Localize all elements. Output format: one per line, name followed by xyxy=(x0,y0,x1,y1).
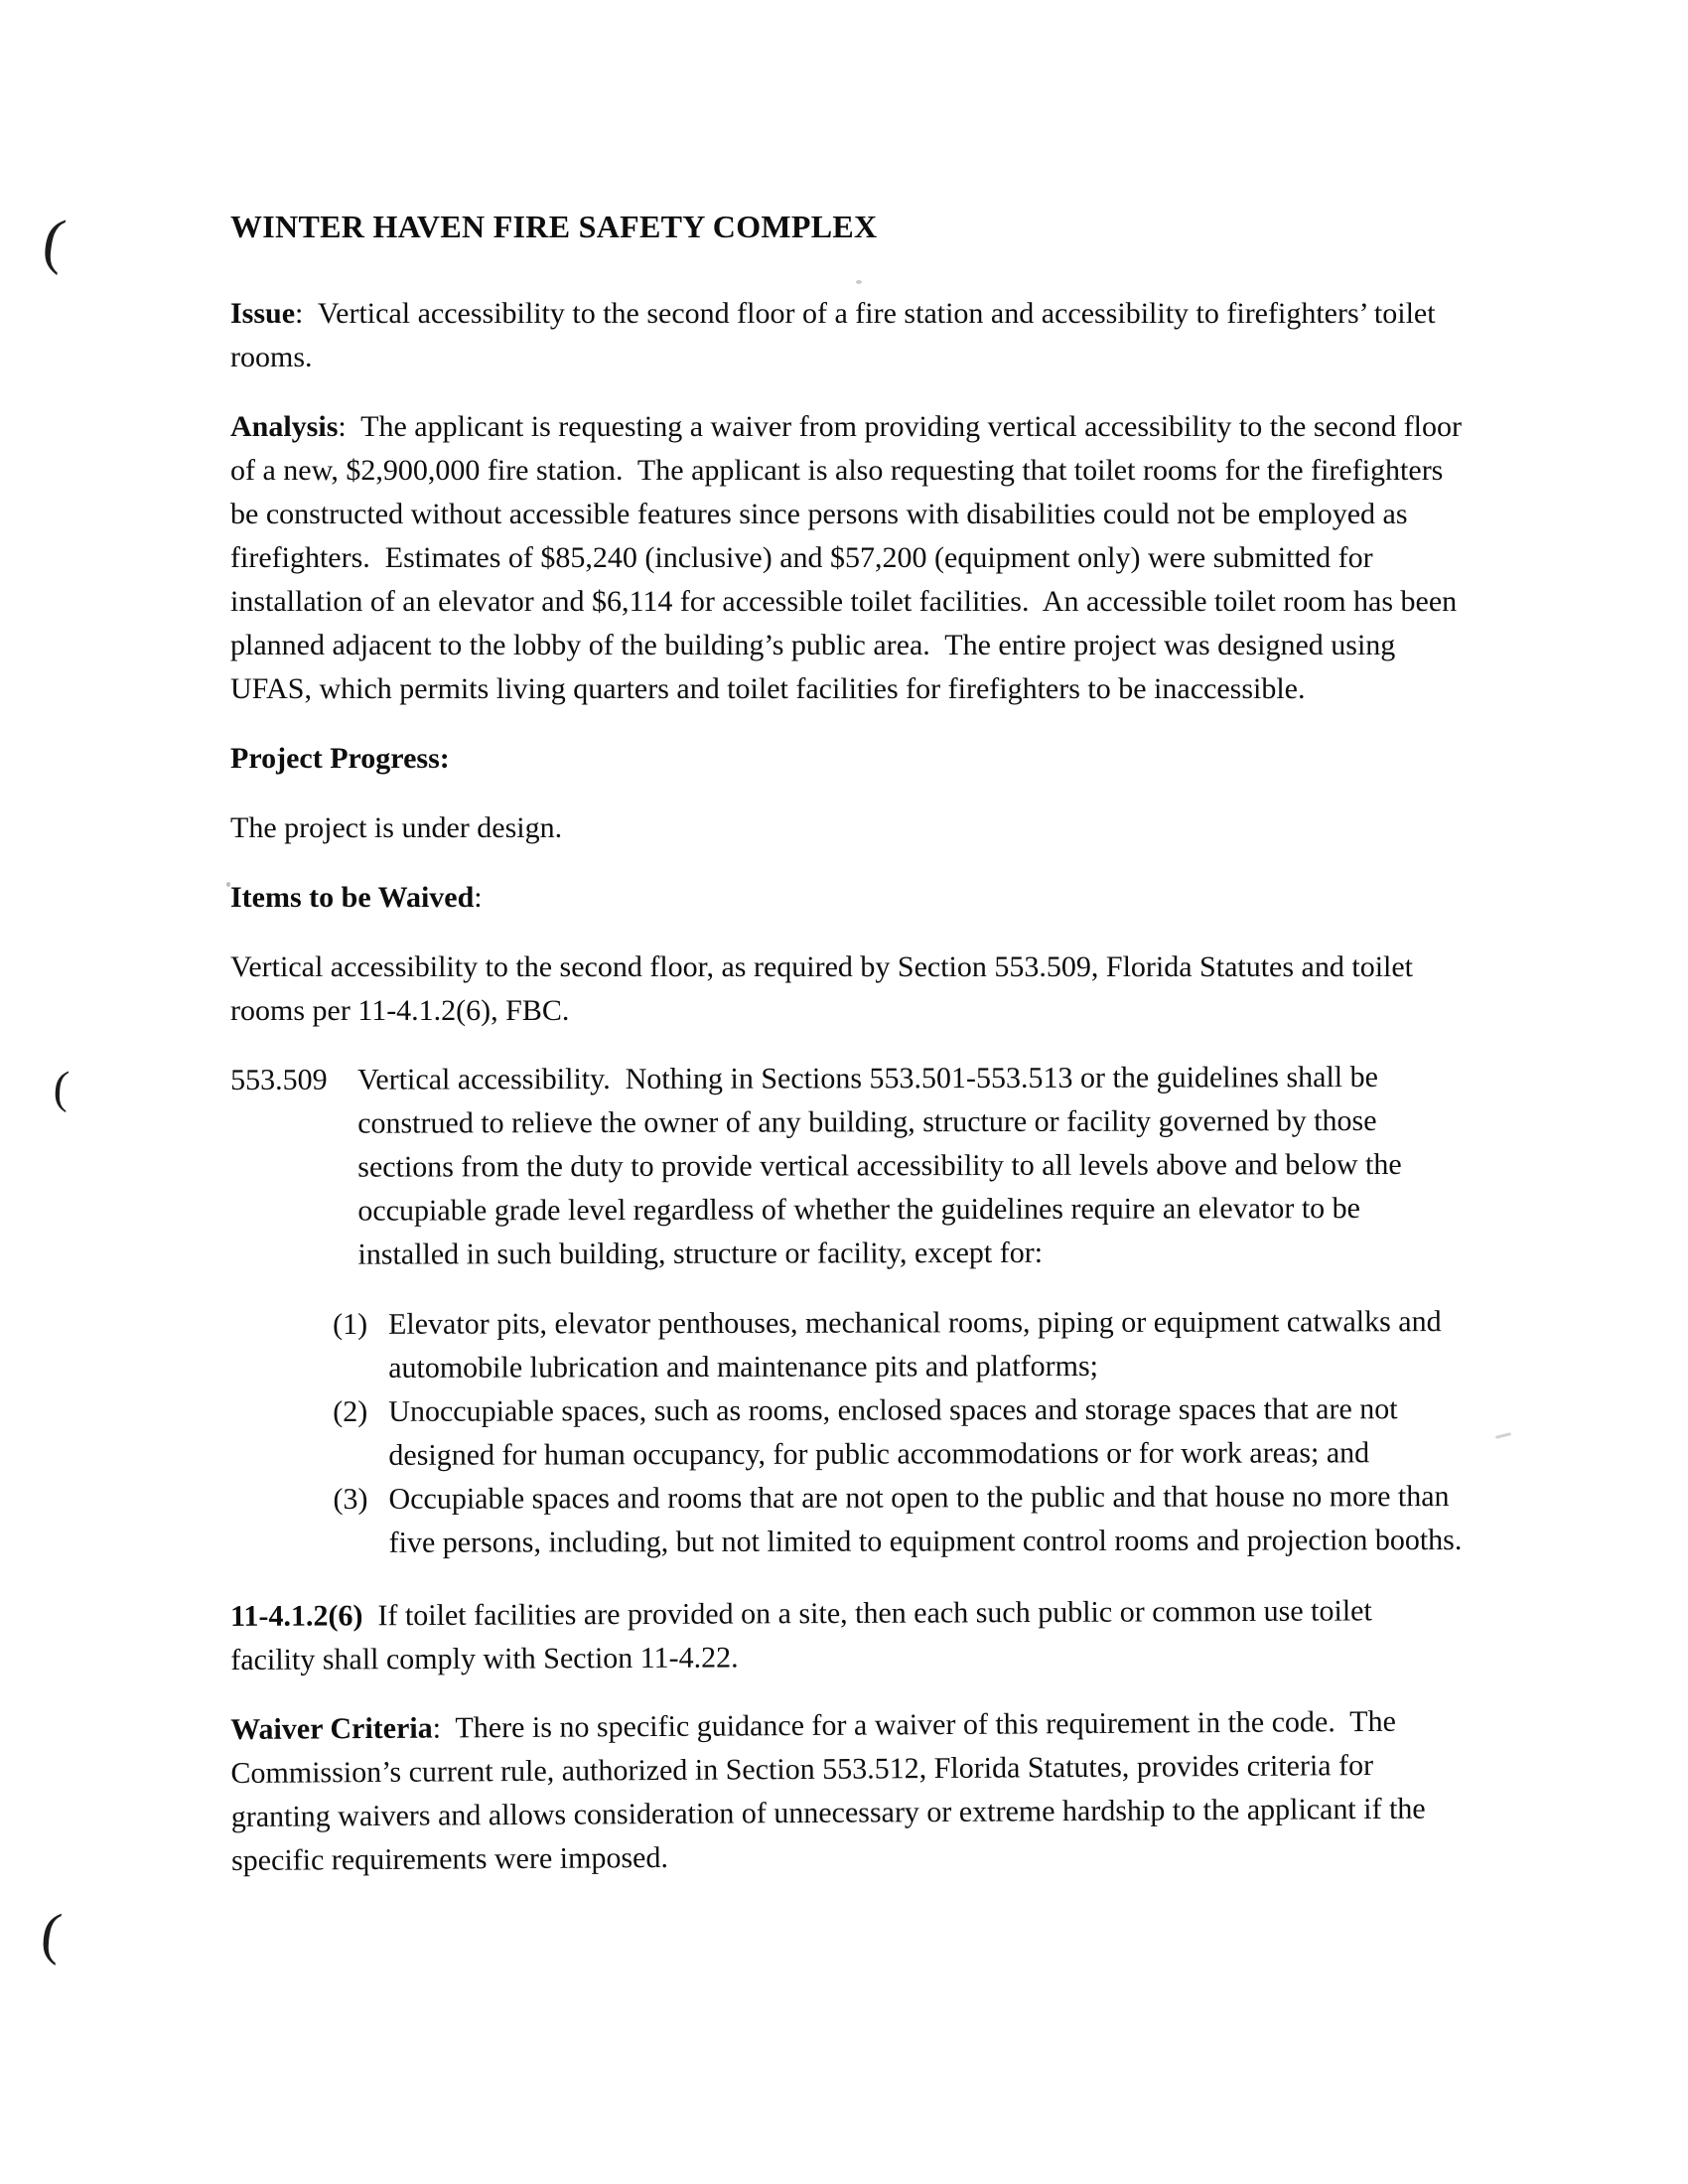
statute-number: 553.509 xyxy=(230,1063,328,1096)
fbc-section-paragraph xyxy=(230,1589,1462,1682)
scan-artifact-middle-left: ( xyxy=(52,1061,71,1113)
list-item xyxy=(333,1475,1462,1565)
list-item-text: Occupiable spaces and rooms that are not open to the public and that house no more than five persons, including, but not limited to equipment control rooms and projection booths. xyxy=(388,1480,1463,1559)
fbc-section-body: If toilet facilities are provided on a site, then each such public or common use toilet facility shall comply with Section 11-4.22. xyxy=(230,1594,1380,1676)
list-item-text: Elevator pits, elevator penthouses, mechanical rooms, piping or equipment catwalks and automobile lubrication and maintenance pits and platforms; xyxy=(388,1305,1450,1384)
list-item-text: Unoccupiable spaces, such as rooms, enclosed spaces and storage spaces that are not designed for human occupancy, for public accommodations or for work areas; and xyxy=(388,1392,1406,1472)
list-item-number: (1) xyxy=(333,1307,368,1341)
project-progress-body: The project is under design. xyxy=(230,811,563,844)
statute-exceptions-list xyxy=(333,1300,1463,1565)
project-progress-heading: Project Progress: xyxy=(230,742,450,775)
items-to-be-waived-body: Vertical accessibility to the second floor, as required by Section 553.509, Florida Statutes and toilet rooms per 11-4.1.2(6), FBC. xyxy=(230,950,1421,1027)
waiver-criteria-paragraph xyxy=(230,1699,1463,1883)
waiver-criteria-label: Waiver Criteria xyxy=(230,1711,433,1746)
analysis-paragraph xyxy=(230,405,1470,711)
items-heading-label: Items to be Waived xyxy=(230,881,475,914)
list-item-number: (2) xyxy=(333,1394,368,1428)
issue-label: Issue xyxy=(230,297,296,330)
list-item xyxy=(333,1387,1462,1478)
page-title: WINTER HAVEN FIRE SAFETY COMPLEX xyxy=(230,209,878,244)
waiver-criteria-body: : There is no specific guidance for a waiver of this requirement in the code. The Commission’s current rule, authorized in Section 553.512, Florida Statutes, provides criteria for granting waivers and allows consideration of unnecessary or extreme hardship to the applicant if the specific requirements were imposed. xyxy=(230,1704,1434,1877)
analysis-body: : The applicant is requesting a waiver from providing vertical accessibility to the second floor of a new, $2,900,000 fire station. The applicant is also requesting that toilet rooms for the firefighters be constructed without accessible features since persons with disabilities could not be employed as firefighters. Estimates of $85,240 (inclusive) and $57,200 (equipment only) were submitted for installation of an elevator and $6,114 for accessible toilet facilities. An accessible toilet room has been planned adjacent to the lobby of the building’s public area. The entire project was designed using UFAS, which permits living quarters and toilet facilities for firefighters to be inaccessible. xyxy=(230,410,1470,705)
document-content xyxy=(230,205,1470,1909)
statute-553-509-paragraph xyxy=(230,1056,1463,1277)
issue-body: : Vertical accessibility to the second floor of a fire station and accessibility to firefighters’ toilet rooms. xyxy=(230,297,1444,373)
list-item-number: (3) xyxy=(333,1482,368,1516)
list-item xyxy=(333,1300,1462,1390)
fbc-section-label: 11-4.1.2(6) xyxy=(230,1599,363,1633)
statute-body: Vertical accessibility. Nothing in Sections 553.501-553.513 or the guidelines shall be construed to relieve the owner of any building, structure or facility governed by those sections from the duty to provide vertical accessibility to all levels above and below the occupiable grade level regardless of whether the guidelines require an elevator to be installed in such building, structure or facility, except for: xyxy=(357,1060,1410,1271)
items-to-be-waived-heading xyxy=(230,876,1462,920)
scan-artifact-bottom-left: ( xyxy=(38,1900,66,1966)
analysis-label: Analysis xyxy=(230,410,339,443)
issue-paragraph xyxy=(230,292,1462,379)
scan-artifact-top-left: ( xyxy=(38,206,70,277)
items-heading-colon: : xyxy=(474,881,483,914)
scan-speck xyxy=(1495,1432,1511,1439)
